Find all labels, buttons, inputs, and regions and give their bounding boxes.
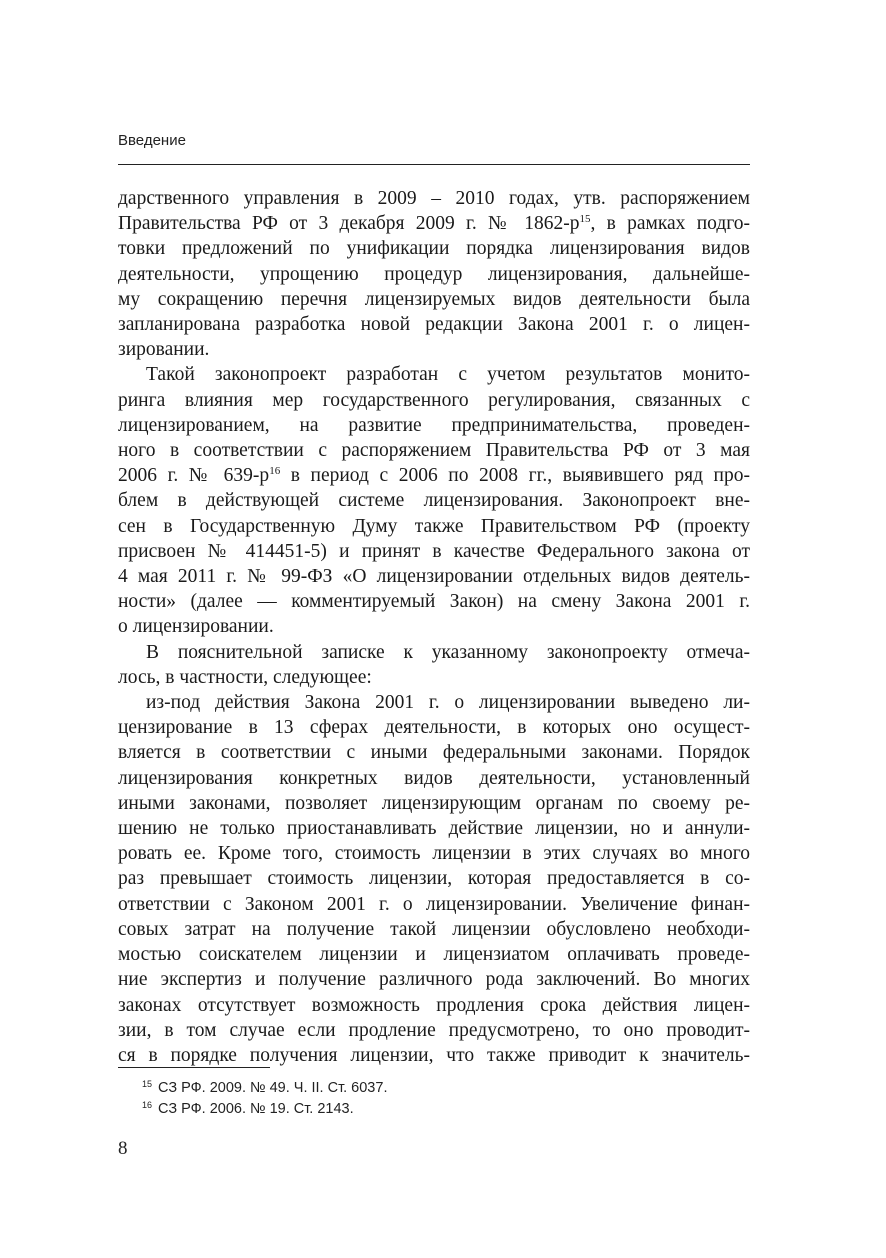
text-line: ние экспертиз и получение различного рода заключений. Во многих — [118, 969, 750, 991]
text-line: блем в действующей системе лицензирования. Законопроект вне- — [118, 490, 750, 512]
footnote-ref[interactable]: 16 — [269, 465, 281, 478]
text-line: запланирована разработка новой редакции Закона 2001 г. о лицен- — [118, 314, 750, 336]
text-line: присвоен № 414451-5) и принят в качестве Федерального закона от — [118, 540, 750, 562]
text-line: 2006 г. № $639-р^{16}$ в период с 2006 по 2008 гг., выявившего ряд про- — [118, 465, 750, 487]
text-line: зировании. — [118, 339, 210, 361]
footnote-text: СЗ РФ. 2009. № 49. Ч. II. Ст. 6037. — [158, 1080, 388, 1096]
text-line: дарственного управления в 2009 – 2010 годах, утв. распоряжением — [118, 188, 750, 209]
text-line: лицензированием, на развитие предпринимательства, проведен- — [118, 414, 750, 436]
text-line: 4 мая 2011 г. № 99-ФЗ «О лицензировании отдельных видов деятель- — [118, 566, 750, 588]
text-line: ответствии с Законом 2001 г. о лицензировании. Увеличение финан- — [118, 893, 750, 915]
text-line: цензирование в 13 сферах деятельности, в которых оно осущест- — [118, 717, 750, 739]
text-line: товки предложений по унификации порядка лицензирования видов — [118, 238, 750, 260]
text-line: Правительства РФ от 3 декабря 2009 г. № $1862-р^{15}$, в рамках подго- — [118, 213, 750, 235]
page-number: 8 — [118, 1138, 128, 1159]
paragraph — [118, 640, 750, 690]
text-line: вляется в соответствии с иными федеральными законами. Порядок — [118, 742, 750, 764]
text-line: ся в порядке получения лицензии, что также приводит к значитель- — [118, 1044, 750, 1066]
text-line: ного в соответствии с распоряжением Правительства РФ от 3 мая — [118, 440, 750, 462]
footnote — [142, 1078, 387, 1099]
text-line: сен в Государственную Думу также Правительством РФ (проекту — [118, 515, 750, 537]
text-line: зии, в том случае если продление предусмотрено, то оно проводит- — [118, 1019, 750, 1041]
text-line: из-под действия Закона 2001 г. о лицензировании выведено ли- — [146, 692, 750, 714]
text-line: законах отсутствует возможность продления срока действия лицен- — [118, 994, 750, 1016]
text-line: ринга влияния мер государственного регулирования, связанных с — [118, 389, 750, 411]
text-line: деятельности, упрощению процедур лицензирования, дальнейше- — [118, 263, 750, 285]
text-line: ности» (далее — комментируемый Закон) на смену Закона 2001 г. — [118, 591, 750, 613]
running-head: Введение — [118, 132, 186, 149]
footnote-text: СЗ РФ. 2006. № 19. Ст. 2143. — [158, 1101, 354, 1117]
paragraph — [118, 690, 750, 1068]
footnote-rule — [118, 1067, 270, 1068]
footnote — [142, 1099, 387, 1120]
text-line: иными законами, позволяет лицензирующим органам по своему ре- — [118, 792, 750, 814]
text-line: шению не только приостанавливать действие лицензии, но и аннули- — [118, 818, 750, 840]
text-line: му сокращению перечня лицензируемых видов деятельности была — [118, 288, 750, 310]
text-line: совых затрат на получение такой лицензии обусловлено необходи- — [118, 918, 750, 940]
paragraph — [118, 362, 750, 639]
footnotes — [142, 1078, 387, 1120]
footnote-ref[interactable]: 15 — [579, 213, 591, 226]
paragraph — [118, 186, 750, 362]
text-line: ровать ее. Кроме того, стоимость лицензии в этих случаях во много — [118, 843, 750, 865]
footnote-number: 16 — [142, 1100, 153, 1110]
footnote-number: 15 — [142, 1079, 153, 1089]
text-line: о лицензировании. — [118, 616, 274, 638]
text-line: мостью соискателем лицензии и лицензиатом оплачивать проведе- — [118, 944, 750, 966]
text-line: лицензирования конкретных видов деятельности, установленный — [118, 767, 750, 789]
body-text — [118, 186, 750, 1068]
text-line: лось, в частности, следующее: — [118, 666, 372, 688]
text-line: В пояснительной записке к указанному законопроекту отмеча- — [146, 641, 750, 663]
text-line: Такой законопроект разработан с учетом результатов монито- — [146, 364, 750, 386]
header-rule — [118, 164, 750, 165]
text-line: раз превышает стоимость лицензии, которая предоставляется в со- — [118, 868, 750, 890]
